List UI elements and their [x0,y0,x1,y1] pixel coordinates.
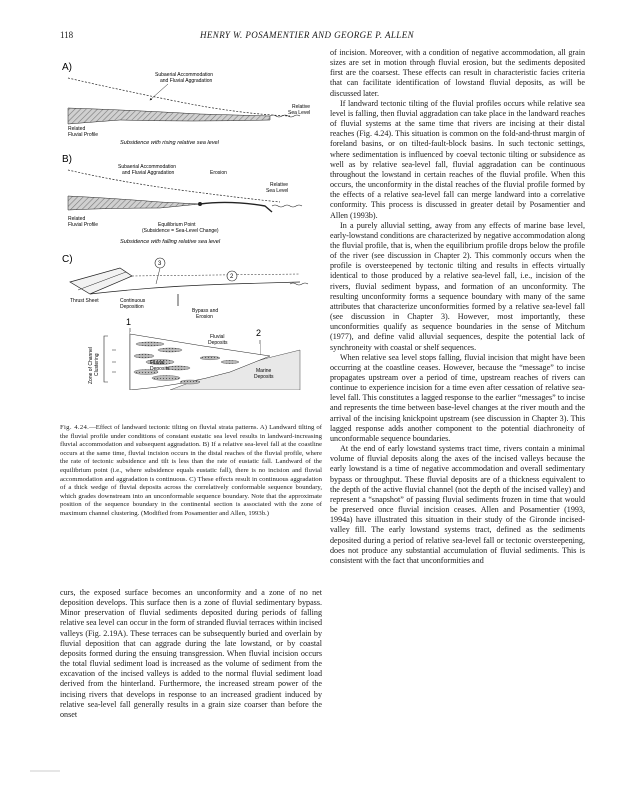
fluvial-lower-label-2: Deposits [150,366,170,372]
panel-b-sea-level-label-2: Sea Level [266,188,289,194]
right-paragraph-3: In a purely alluvial setting, away from any effects of marine base level, early-lowstand conditions are characterized by negative accommodation along the fluvial profile, that is, when the equilibrium profile drops below the profile of the river (see discussion in Chapter 2). This commonly occurs when the profile is oversteepened by tectonic tilting and results in effects virtually identical to those produced by a relative sea-level fall, i.e., incision of the rivers, fluvial sediment bypass, and formation of an unconformity. The resulting unconformity forms a sequence boundary with many of the same attributes that characterize unconformities formed by a relative sea-level fall (see discussion in Chapter 3). However, most importantly, these unconformities qualify as sequence boundaries in the sense of Mitchum (1977), and define valid alluvial sequences, despite the potential lack of synchroneity with coastal or shelf sequences. [330,220,585,352]
circle-3-leader [156,268,160,284]
running-header [0,30,617,44]
panel-c-letter: C) [62,254,73,265]
panel-a-accommodation-label-1: Subaerial Accommodation [155,72,214,78]
panel-a-aggradation-wedge [68,108,270,124]
page-number: 118 [60,30,74,40]
section-number-2: 2 [256,328,262,338]
panel-b-incised-profile [200,202,272,212]
clustering-ticks [112,350,116,372]
panel-b-subtitle: Subsidence with falling relative sea level [120,239,221,245]
figure-caption-text: —Effect of landward tectonic tilting on fluvial strata patterns. A) Landward tilting of the fluvial profile under conditions of constant eustatic sea level results in landward-increasing fluvial accommodation and subsequent aggradation. B) If a relative sea-level fall at the coastline occurs at the same time, fluvial incision occurs in the distal reaches of the fluvial profile, where the rate of tectonic subsidence and tilt is less than the rate of eustatic fall. Landward of the equilibrium point (i.e., where subsidence equals eustatic fall), there is no incision and fluvial accommodation and aggradation is continuous. C) These effects result in continuous aggradation of a thick wedge of fluvial deposits across the correlatively conformable sequence boundary, which grades downstream into an unconformable sequence boundary. Note that the approximate position of the sequence boundary in the continental section is associated with the zone of maximum channel clustering. (Modified from Posamentier and Allen, 1993b.) [60,424,323,517]
marine-deposits-label-1: Marine [256,368,272,374]
circle-2-label: 2 [230,274,234,280]
panel-b-aggradation-wedge [68,196,200,210]
clustering-bracket [104,336,108,382]
marine-deposits-label-2: Deposits [254,374,274,380]
panel-a-sea-level-label-2: Sea Level [288,110,311,116]
panel-b-accommodation-label-1: Subaerial Accommodation [118,164,177,170]
panel-a-accommodation-label-2: and Fluvial Aggradation [160,78,213,84]
panel-a [62,62,310,146]
panel-b-profile-label-2: Fluvial Profile [68,222,99,228]
fluvial-upper-label-1: Fluvial [210,334,225,340]
panel-b-erosion-label: Erosion [210,170,227,176]
panel-b-profile-label-1: Related [68,216,86,222]
bypass-erosion-label-2: Erosion [196,314,213,320]
zone-clustering-label-1: Zone of Channel [88,347,94,384]
running-head-authors: HENRY W. POSAMENTIER AND GEORGE P. ALLEN [200,30,415,40]
panel-c-upper-profile [90,282,300,294]
continuous-deposition-label-2: Deposition [120,304,144,310]
continuous-deposition-label-1: Continuous [120,298,146,304]
panel-b-accommodation-label-2: and Fluvial Aggradation [122,170,175,176]
panel-b-sea-level-label-1: Relative [270,182,289,188]
thrust-sheet-label: Thrust Sheet [70,298,99,304]
section-number-1: 1 [126,317,132,327]
panel-b-letter: B) [62,154,72,165]
panel-c [62,254,308,390]
fluvial-upper-label-2: Deposits [208,340,228,346]
circle-3-label: 3 [158,261,162,267]
panel-b [62,154,302,245]
fluvial-lower-label-1: Fluvial [150,360,165,366]
right-column-body [330,48,585,566]
panel-b-sea-surface [272,205,302,207]
bypass-erosion-label-1: Bypass and [192,308,219,314]
right-paragraph-1: of incision. Moreover, with a condition of negative accommodation, all grain sizes are set in motion through fluvial erosion, but the sediments deposited first are the coarsest. These effects can result in characteristic facies criteria that can facilitate identification of lowstand fluvial deposits, as will be discussed later. [330,48,585,98]
thrust-sheet-shape [70,268,132,294]
panel-a-letter: A) [62,62,72,73]
figure-caption [60,424,322,519]
panel-a-subtitle: Subsidence with rising relative sea level [120,140,219,146]
panel-c-sea-surface [290,283,308,285]
panel-a-sea-level-label-1: Relative [292,104,311,110]
zone-clustering-label-2: Clustering [94,353,100,376]
panel-b-equilibrium-label-2: (Subsidence = Sea-Level Change) [142,228,219,234]
panel-c-dashed-profile [132,274,300,276]
page-footer-mark [30,770,60,772]
panel-a-profile-label-1: Related [68,126,86,132]
right-paragraph-5: At the end of early lowstand systems tract time, rivers contain a minimal volume of fluvial deposits along the axes of the incised valleys because the early lowstand is a time of negative accommodation and overall sedimentary bypass or throughput. These fluvial deposits are of a thickness equivalent to the depth of the active fluvial channel (not the depth of the incised valley) and represent a “snapshot” of passing fluvial sediments frozen in time that would be preserved once fluvial incision ceases. Allen and Posamentier (1993, 1994a) have illustrated this situation in their study of the Gironde incised-valley fill. The early lowstand systems tract, defined as the sediments deposited during a period of relative sea-level fall or tectonic oversteepening, does not produce any substantial accumulation of fluvial sediments. This is consistent with the fact that unconformities and [330,444,585,565]
panel-b-equilibrium-point [198,202,202,206]
left-paragraph-1: curs, the exposed surface becomes an unconformity and a zone of no net deposition develops. This surface then is a zone of fluvial sedimentary bypass. Minor preservation of fluvial sediments deposited during periods of falling relative sea level can occur in the form of stranded fluvial terraces within incised valleys (Fig. 2.19A). These terraces can be subsequently buried and overlain by fluvial deposition that can aggrade during the late lowstand, or by coastal deposits formed during the ensuing transgression. When fluvial incision occurs the total fluvial sediment load is increased as the volume of sediment from the excavation of the incised valleys is added to the normal fluvial sediment load derived from the hinterland. Furthermore, the increased stream power of the incising rivers that develops in response to an increased gradient induced by relative sea-level fall generally results in a grain size coarser than before the onset [60,588,322,719]
right-paragraph-2: If landward tectonic tilting of the fluvial profiles occurs while relative sea level is falling, then fluvial aggradation can take place in the landward reaches of fluvial systems at the same time that rivers are incising at their distal reaches (Fig. 4.24). This situation is common on the fold-and-thrust margin of foreland basins, or on tilted-fault-block basins. In such tectonic settings, where sedimentation is influenced by coeval tectonic tilting or subsidence as well as by relative sea-level fall, fluvial aggradation can be continuous throughout the lowstand in certain reaches of the fluvial profile. When this occurs, the unconformity in the distal reaches of the fluvial profile formed by the effects of a relative sea-level fall can merge landward into a correlative conformity. This process is discussed in greater detail by Posamentier and Allen (1993b). [330,98,585,220]
right-paragraph-4: When relative sea level stops falling, fluvial incision that might have been occurring at the coastline ceases. However, because the “message” to incise propagates upstream over a period of time, upstream reaches of rivers can continue to experience incision for a time even after cessation of relative sea-level fall. This constitutes a lagged response to the earlier “messages” to incise and represents the time between base-level changes at the river mouth and the arrival of the incising knickpoint upstream (see discussion in Chapter 3). This lagged response adds another component to the potential diachroneity of unconformable sequence boundaries. [330,352,585,443]
figure-4-24 [60,50,322,390]
panel-a-profile-label-2: Fluvial Profile [68,132,99,138]
left-column-body [60,588,322,720]
figure-caption-label: Fig. 4.24. [60,424,90,431]
figure-diagram [60,50,322,390]
panel-a-accommodation-leader [150,84,168,100]
panel-b-equilibrium-label-1: Equilibrium Point [158,222,196,228]
